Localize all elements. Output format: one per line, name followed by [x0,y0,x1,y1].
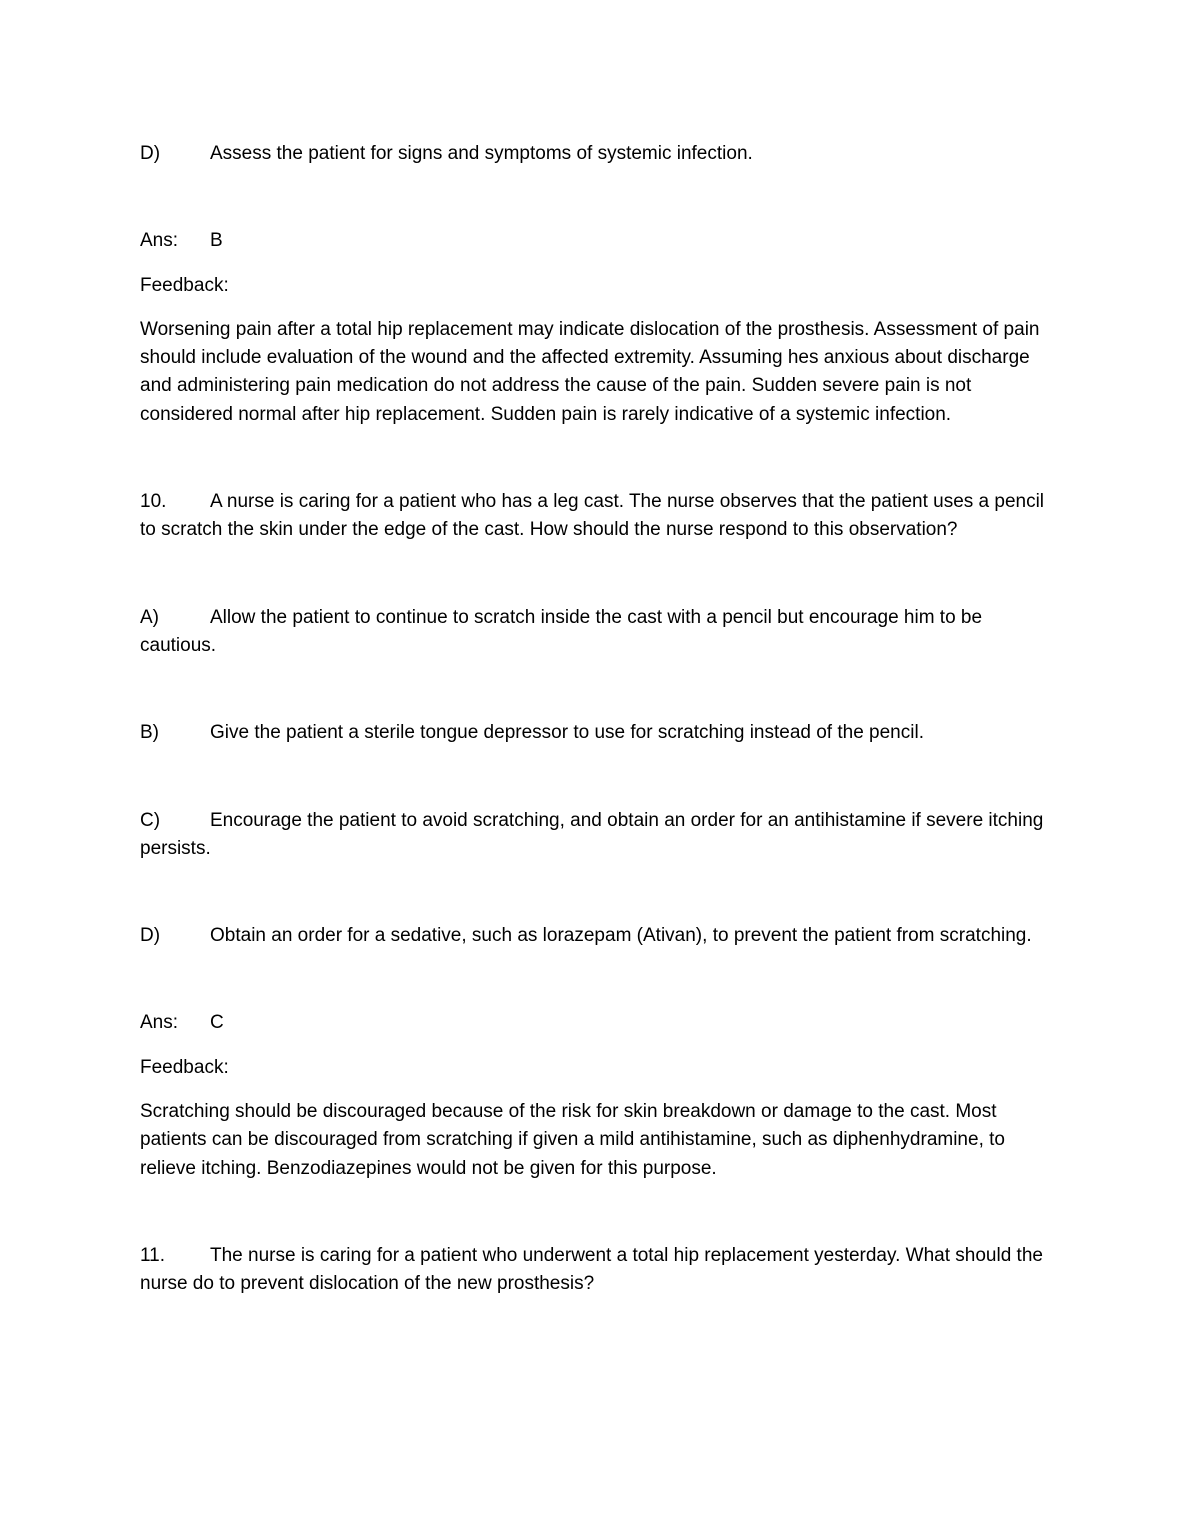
answer-value: C [210,1012,224,1034]
option-label: C) [140,809,161,831]
option-text: Obtain an order for a sedative, such as lorazepam (Ativan), to prevent the patient from scratching. [210,925,1032,947]
option-d-previous [140,140,1052,168]
q10-option-a [140,604,1052,661]
question-stem: A nurse is caring for a patient who has a leg cast. The nurse observes that the patient uses a pencil to scratch the skin under the edge of the cast. How should the nurse respond to this observation? [140,491,1045,541]
answer-label: Ans: [140,1012,179,1034]
document-page [140,140,1052,1299]
q10-option-c [140,807,1052,864]
option-text: Encourage the patient to avoid scratching, and obtain an order for an antihistamine if severe itching persists. [140,809,1044,859]
option-text: Assess the patient for signs and symptoms of systemic infection. [210,143,753,164]
answer-value: B [210,230,223,252]
q9-feedback-label: Feedback: [140,274,229,296]
option-label: B) [140,722,159,744]
option-text: Allow the patient to continue to scratch inside the cast with a pencil but encourage him to be cautious. [140,606,983,656]
q11-question [140,1242,1052,1299]
option-label: D) [140,143,161,164]
q9-answer [140,227,1052,255]
q10-answer [140,1009,1052,1037]
q10-question [140,488,1052,545]
q10-feedback-text: Scratching should be discouraged because of the risk for skin breakdown or damage to the cast. Most patients can be discouraged from scratching if given a mild antihistamine, such as diphenhydramine, to relieve itching. Benzodiazepines would not be given for this purpose. [140,1101,1005,1179]
question-number: 10. [140,491,167,513]
q10-feedback-label: Feedback: [140,1056,229,1078]
q10-option-d [140,922,1052,950]
q9-feedback-text: Worsening pain after a total hip replacement may indicate dislocation of the prosthesis. Assessment of pain should include evaluation of the wound and the affected extremity. Assuming hes anxious about discharge and administering pain medication do not address the cause of the pain. Sudden severe pain is not considered normal after hip replacement. Sudden pain is rarely indicative of a systemic infection. [140,318,1040,425]
q10-option-b [140,719,1052,747]
answer-label: Ans: [140,230,179,252]
option-label: A) [140,606,159,628]
question-number: 11. [140,1244,166,1266]
question-stem: The nurse is caring for a patient who underwent a total hip replacement yesterday. What should the nurse do to prevent dislocation of the new prosthesis? [140,1244,1043,1295]
option-label: D) [140,925,161,947]
option-text: Give the patient a sterile tongue depressor to use for scratching instead of the pencil. [210,722,924,744]
